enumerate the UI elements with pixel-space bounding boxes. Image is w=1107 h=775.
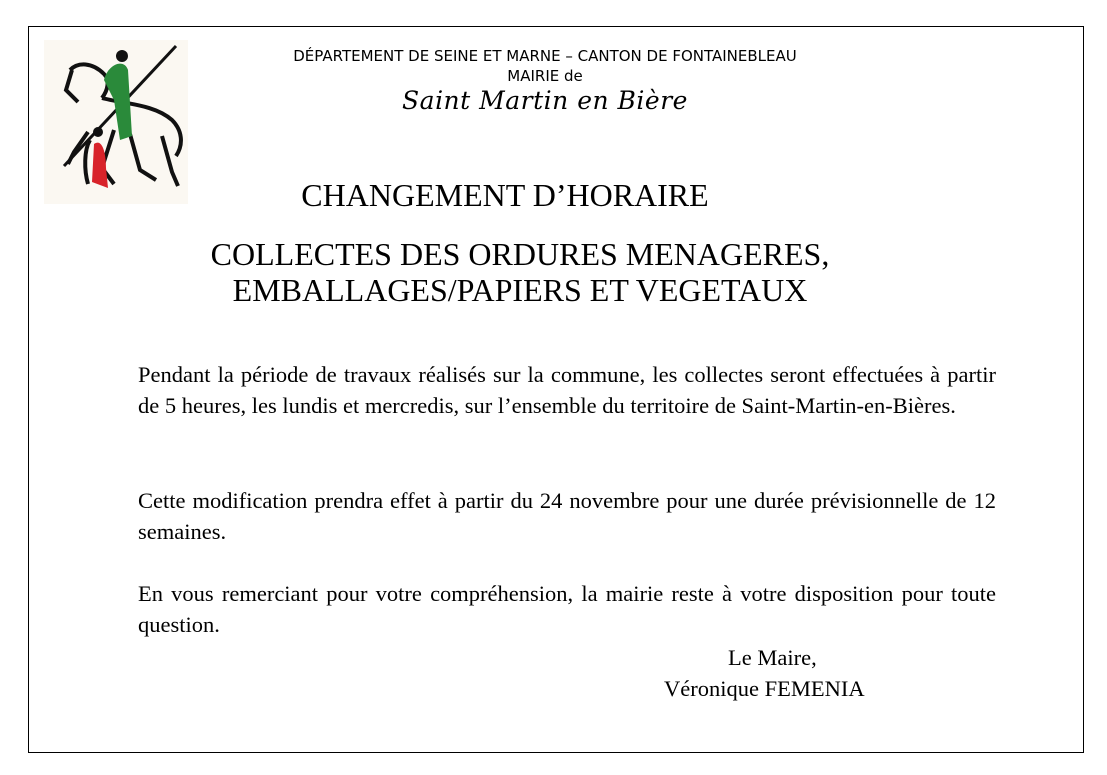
paragraph-thanks: En vous remerciant pour votre compréhension, la mairie reste à votre disposition pour toute question.	[138, 581, 996, 637]
mairie-label: MAIRIE de	[507, 67, 583, 85]
department-line: DÉPARTEMENT DE SEINE ET MARNE – CANTON DE FONTAINEBLEAU	[293, 47, 797, 65]
saint-martin-logo	[44, 40, 188, 204]
town-name: Saint Martin en Bière	[402, 86, 688, 115]
horseman-icon	[44, 40, 188, 204]
paragraph-schedule: Pendant la période de travaux réalisés sur la commune, les collectes seront effectuées à partir de 5 heures, les lundis et mercredis, sur l’ensemble du territoire de Saint-Martin-en-Bières.	[138, 362, 996, 418]
subtitle-line-1: COLLECTES DES ORDURES MENAGERES,	[210, 236, 830, 272]
subtitle-line-2: EMBALLAGES/PAPIERS ET VEGETAUX	[232, 272, 808, 308]
signature-name: Véronique FEMENIA	[664, 676, 865, 701]
notice-subtitle	[120, 236, 920, 308]
signature-role: Le Maire,	[728, 645, 817, 670]
paragraph-duration: Cette modification prendra effet à partir du 24 novembre pour une durée prévisionnelle de 12 semaines.	[138, 488, 996, 544]
notice-title: CHANGEMENT D’HORAIRE	[301, 177, 709, 213]
